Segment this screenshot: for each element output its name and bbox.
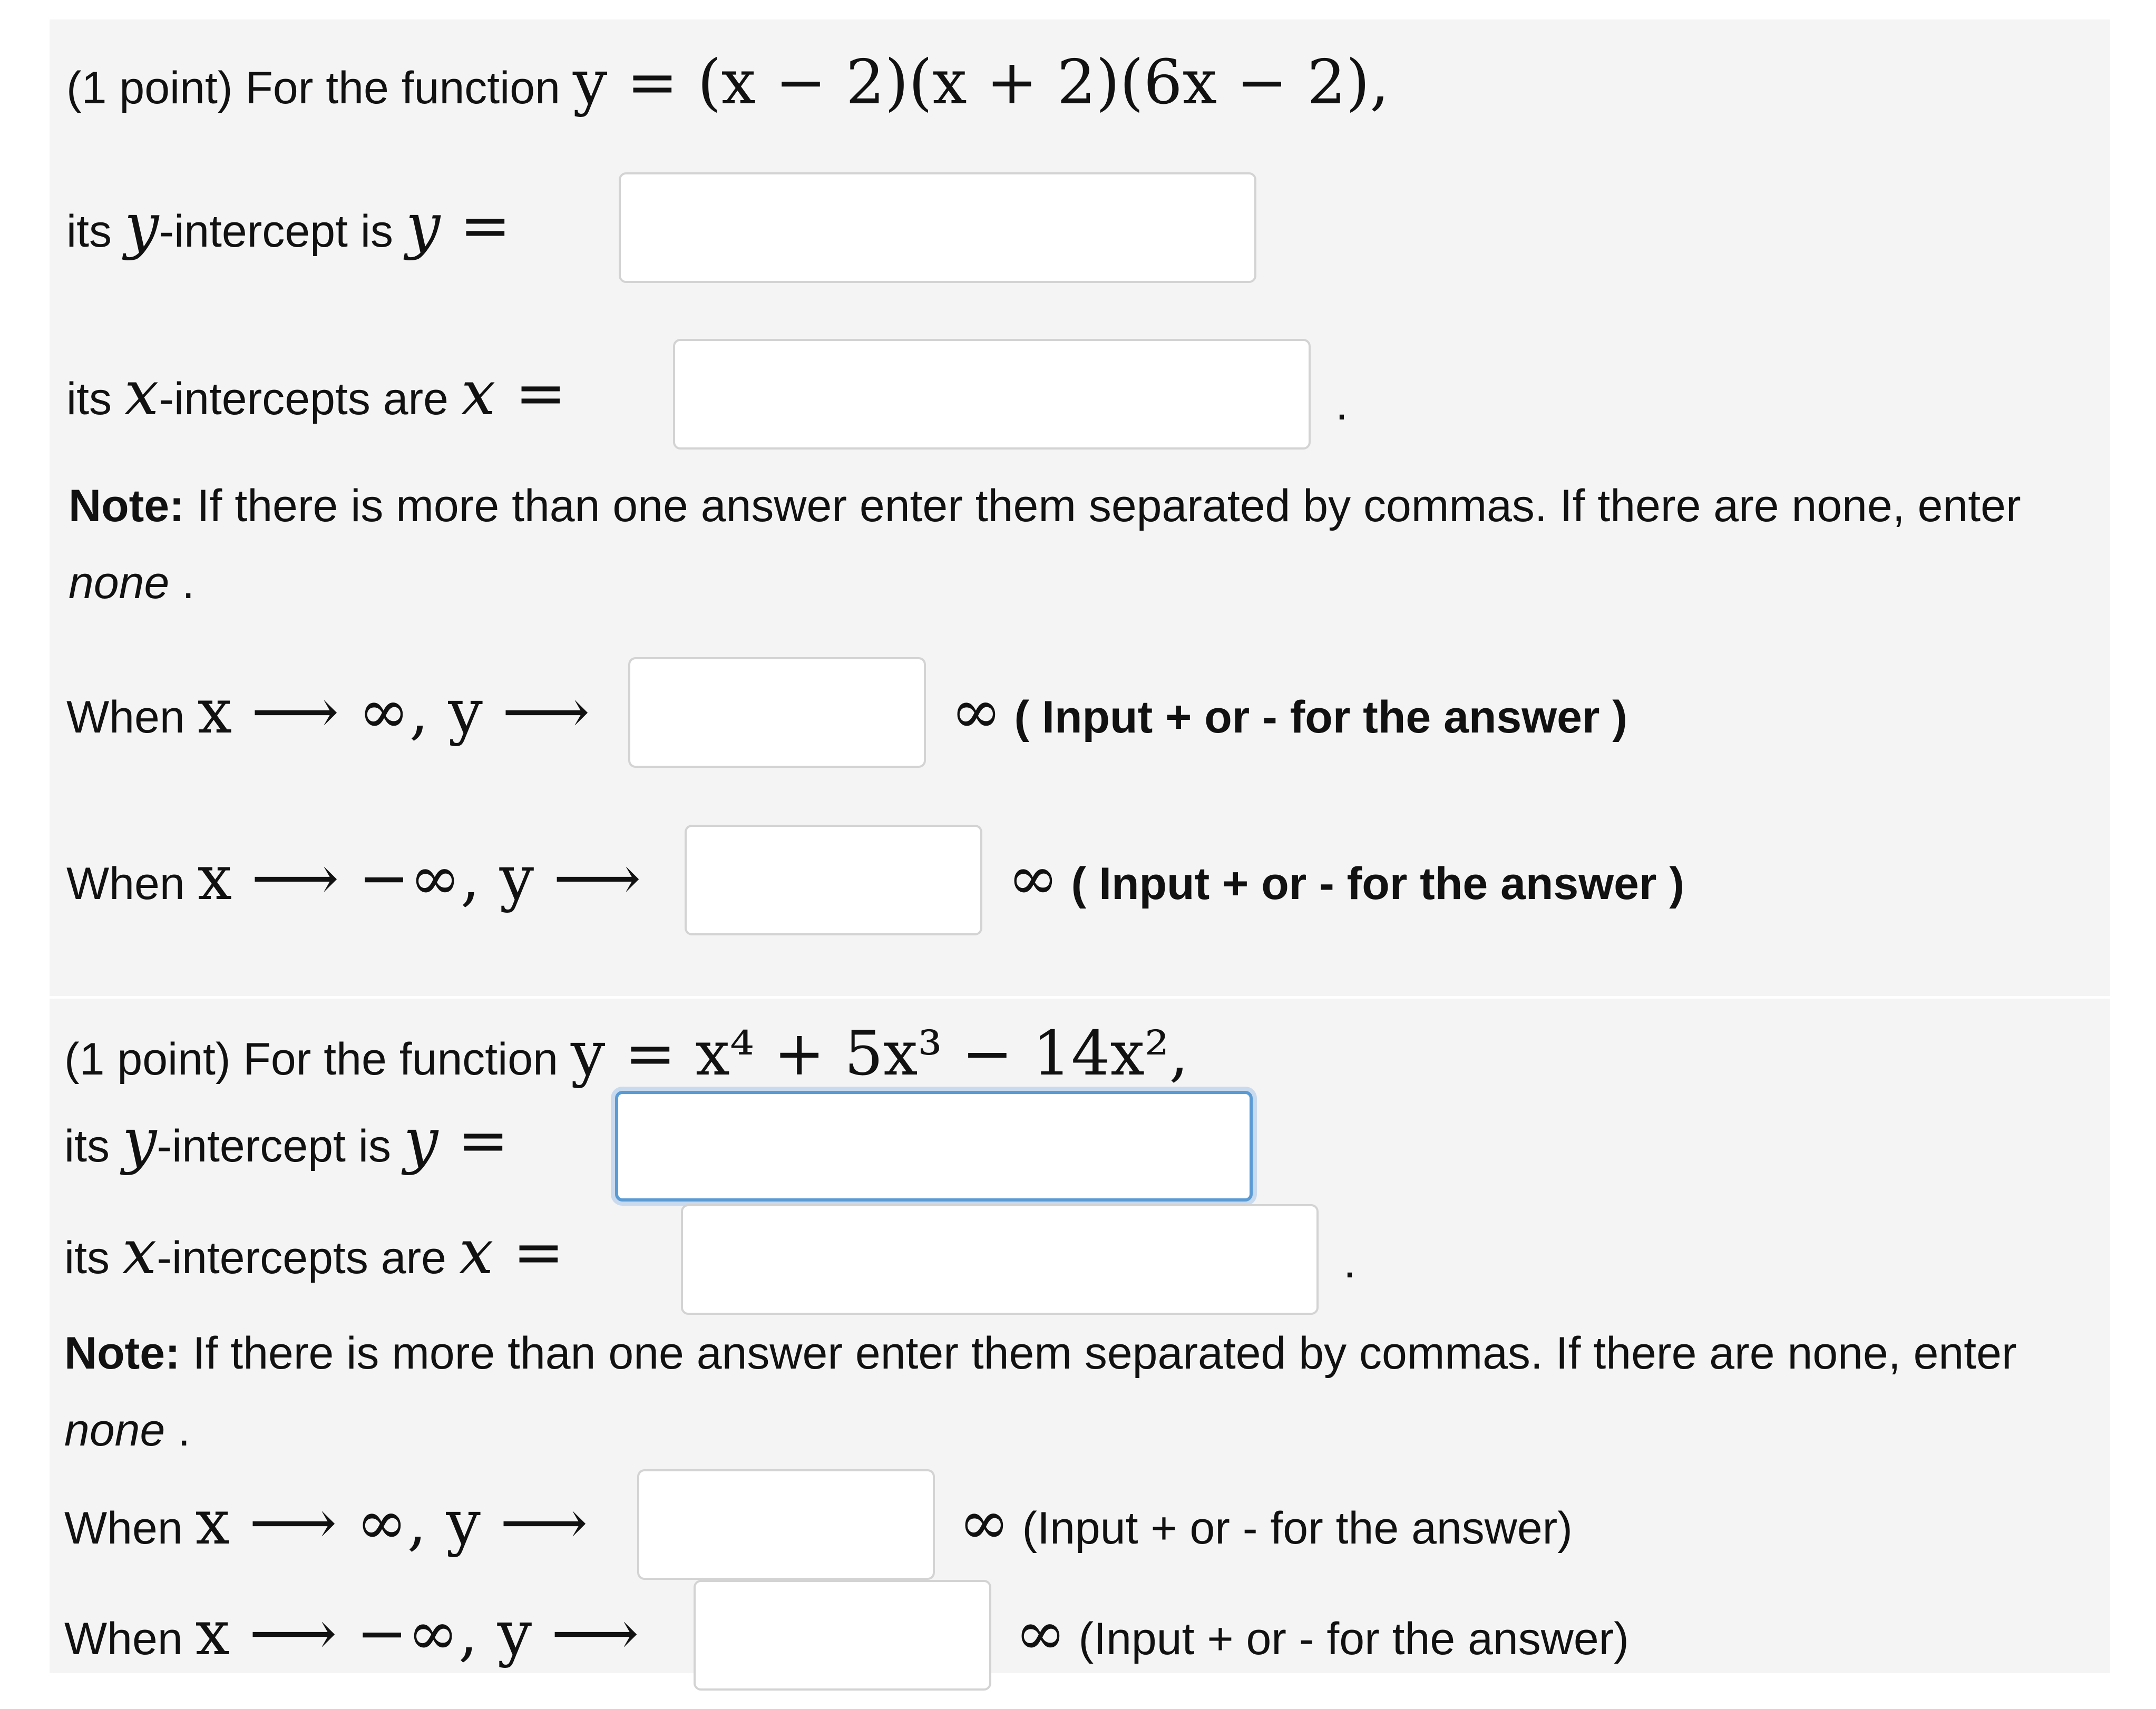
problem-2-equation: y = x⁴ + 5x³ − 14x², — [570, 1018, 1189, 1089]
infinity-symbol: ∞ — [1008, 843, 1059, 914]
problem-2-limit-pos-hint: ∞ (Input + or - for the answer) — [959, 1487, 1573, 1558]
problem-2-limit-neg-label: When x ⟶ −∞, y ⟶ — [64, 1598, 639, 1669]
problem-1-limit-neg-label: When x ⟶ −∞, y ⟶ — [66, 843, 641, 914]
problem-2-limit-neg-hint: ∞ (Input + or - for the answer) — [1015, 1598, 1629, 1669]
problem-2-limit-pos-input[interactable] — [637, 1469, 935, 1580]
problem-2-y-intercept-label: its y-intercept is y = — [64, 1105, 509, 1176]
problem-1-y-intercept-label: its y-intercept is y = — [66, 190, 511, 261]
problem-1-x-intercepts-input[interactable] — [673, 339, 1311, 450]
problem-2-intro: (1 point) For the function — [64, 1034, 558, 1085]
problem-2-y-intercept-input[interactable] — [615, 1091, 1253, 1202]
problem-1-equation: y = (x − 2)(x + 2)(6x − 2), — [572, 47, 1390, 118]
problem-2-limit-pos-label: When x ⟶ ∞, y ⟶ — [64, 1487, 588, 1558]
problem-1-limit-pos-input[interactable] — [628, 657, 926, 768]
problem-1-limit-pos-label: When x ⟶ ∞, y ⟶ — [66, 676, 590, 747]
problem-1-limit-neg-input[interactable] — [685, 825, 982, 935]
problem-1-y-intercept-input[interactable] — [619, 172, 1256, 283]
note-label: Note: — [69, 481, 184, 531]
problem-1-intro: (1 point) For the function — [66, 63, 560, 113]
problem-2-statement — [64, 1017, 1188, 1096]
problem-2-panel — [50, 999, 2110, 1673]
problem-1-note: Note: If there is more than one answer enter them separated by commas. If there are none, enter none . — [69, 481, 2021, 608]
infinity-symbol: ∞ — [1015, 1598, 1066, 1669]
problem-2-note: Note: If there is more than one answer enter them separated by commas. If there are none, enter none . — [64, 1328, 2017, 1456]
problem-1-x-intercepts-label: its x-intercepts are x = — [66, 358, 567, 429]
infinity-symbol: ∞ — [959, 1487, 1010, 1558]
problem-2-x-intercepts-input[interactable] — [681, 1204, 1319, 1315]
problem-2-x-intercepts-label: its x-intercepts are x = — [64, 1217, 564, 1288]
problem-1-period: . — [1335, 379, 1348, 429]
problem-1-limit-neg-hint: ∞ ( Input + or - for the answer ) — [1008, 843, 1684, 914]
note-label: Note: — [64, 1328, 180, 1379]
infinity-symbol: ∞ — [951, 676, 1002, 747]
problem-2-limit-neg-input[interactable] — [694, 1580, 991, 1691]
problem-1-statement — [66, 46, 1389, 125]
problem-1-panel — [50, 19, 2110, 996]
problem-1-limit-pos-hint: ∞ ( Input + or - for the answer ) — [951, 676, 1627, 747]
problem-2-period: . — [1343, 1237, 1356, 1287]
